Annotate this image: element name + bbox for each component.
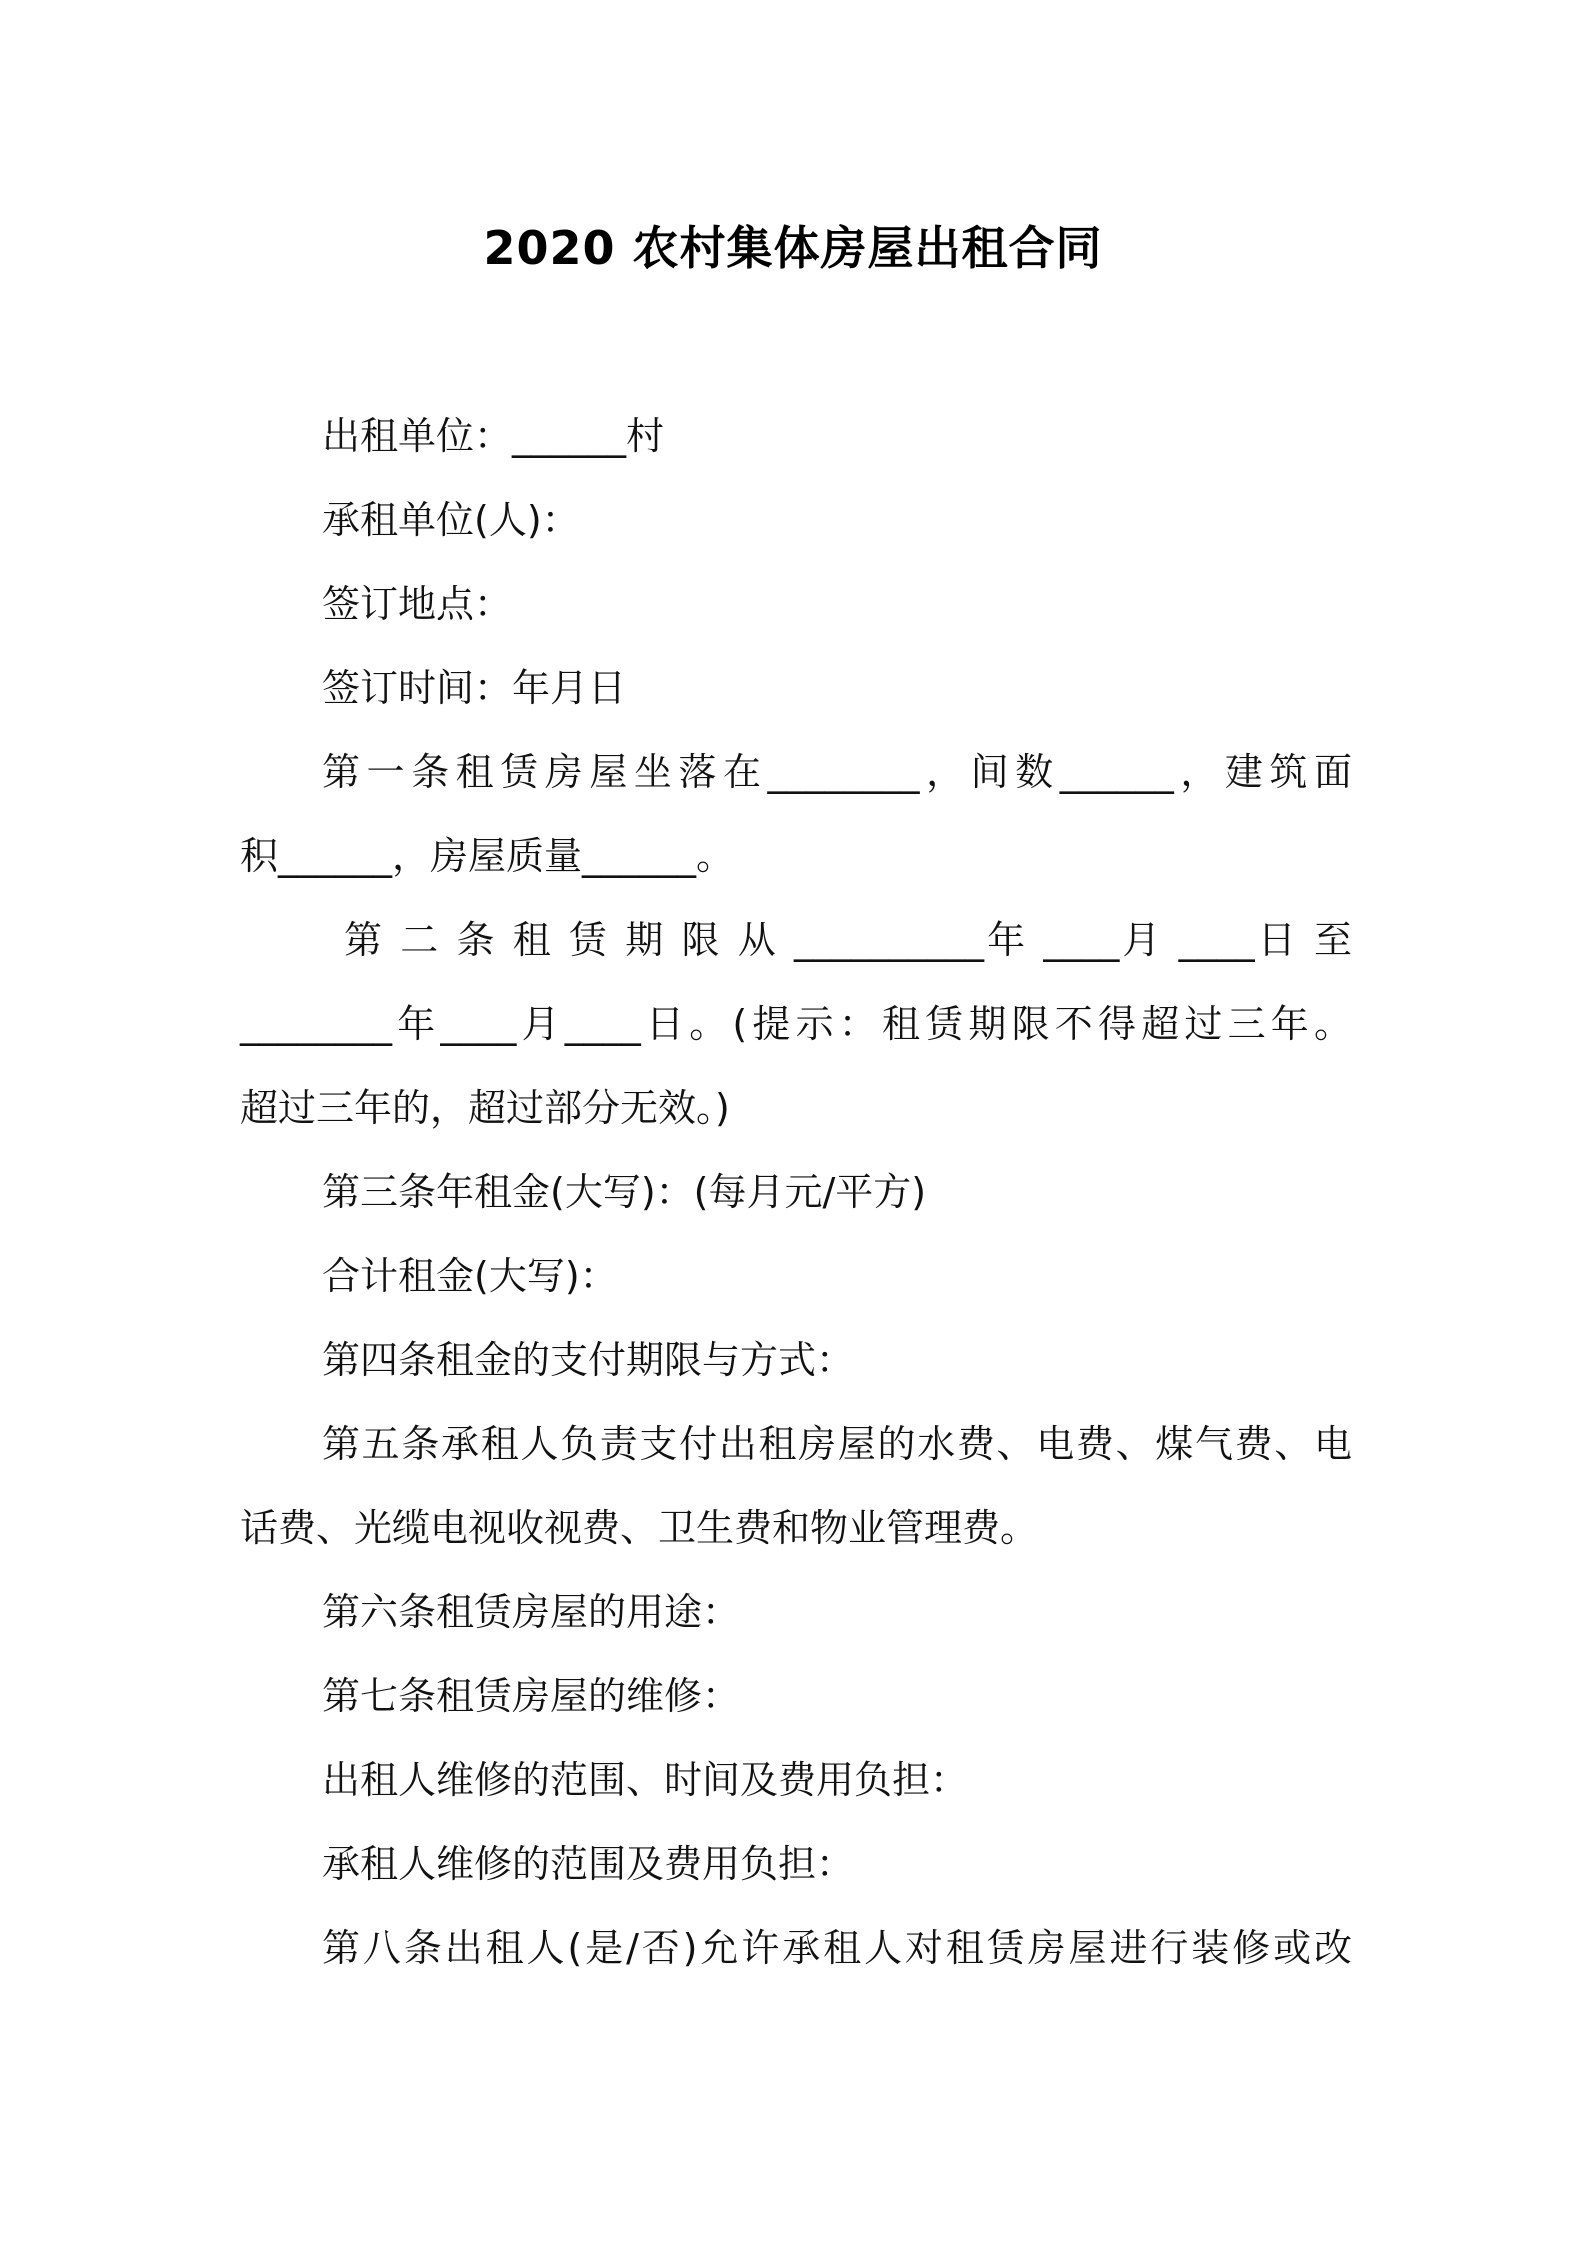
document-title: 2020 农村集体房屋出租合同 — [483, 221, 1103, 275]
lessee-line: 承租单位(人)： — [322, 498, 580, 542]
total-rent-line: 合计租金(大写)： — [322, 1254, 618, 1298]
lessee-repair-line: 承租人维修的范围及费用负担： — [322, 1842, 855, 1886]
article-4-line: 第四条租金的支付期限与方式： — [322, 1338, 855, 1382]
article-2-line-1: 第 二 条 租 赁 期 限 从 __________年 ____月 ____日 至 — [344, 918, 1352, 962]
article-3-line: 第三条年租金(大写)：(每月元/平方) — [322, 1170, 927, 1214]
article-5-line-2: 话费、光缆电视收视费、卫生费和物业管理费。 — [240, 1506, 1039, 1550]
article-1-line-2: 积______，房屋质量______。 — [240, 834, 735, 878]
signing-time-line: 签订时间：年月日 — [322, 666, 627, 710]
article-2-line-2: ________年____月____日。(提示：租赁期限不得超过三年。 — [240, 1002, 1352, 1046]
article-6-line: 第六条租赁房屋的用途： — [322, 1590, 741, 1634]
signing-place-line: 签订地点： — [322, 582, 513, 626]
article-2-line-3: 超过三年的，超过部分无效。) — [240, 1086, 730, 1130]
article-8-line-1: 第八条出租人(是/否)允许承租人对租赁房屋进行装修或改 — [322, 1926, 1352, 1970]
lessor-repair-line: 出租人维修的范围、时间及费用负担： — [322, 1758, 969, 1802]
article-5-line-1: 第五条承租人负责支付出租房屋的水费、电费、煤气费、电 — [322, 1422, 1352, 1466]
article-1-line-1: 第一条租赁房屋坐落在________，间数______，建筑面 — [322, 750, 1352, 794]
lessor-line: 出租单位：______村 — [322, 414, 665, 458]
article-7-line: 第七条租赁房屋的维修： — [322, 1674, 741, 1718]
